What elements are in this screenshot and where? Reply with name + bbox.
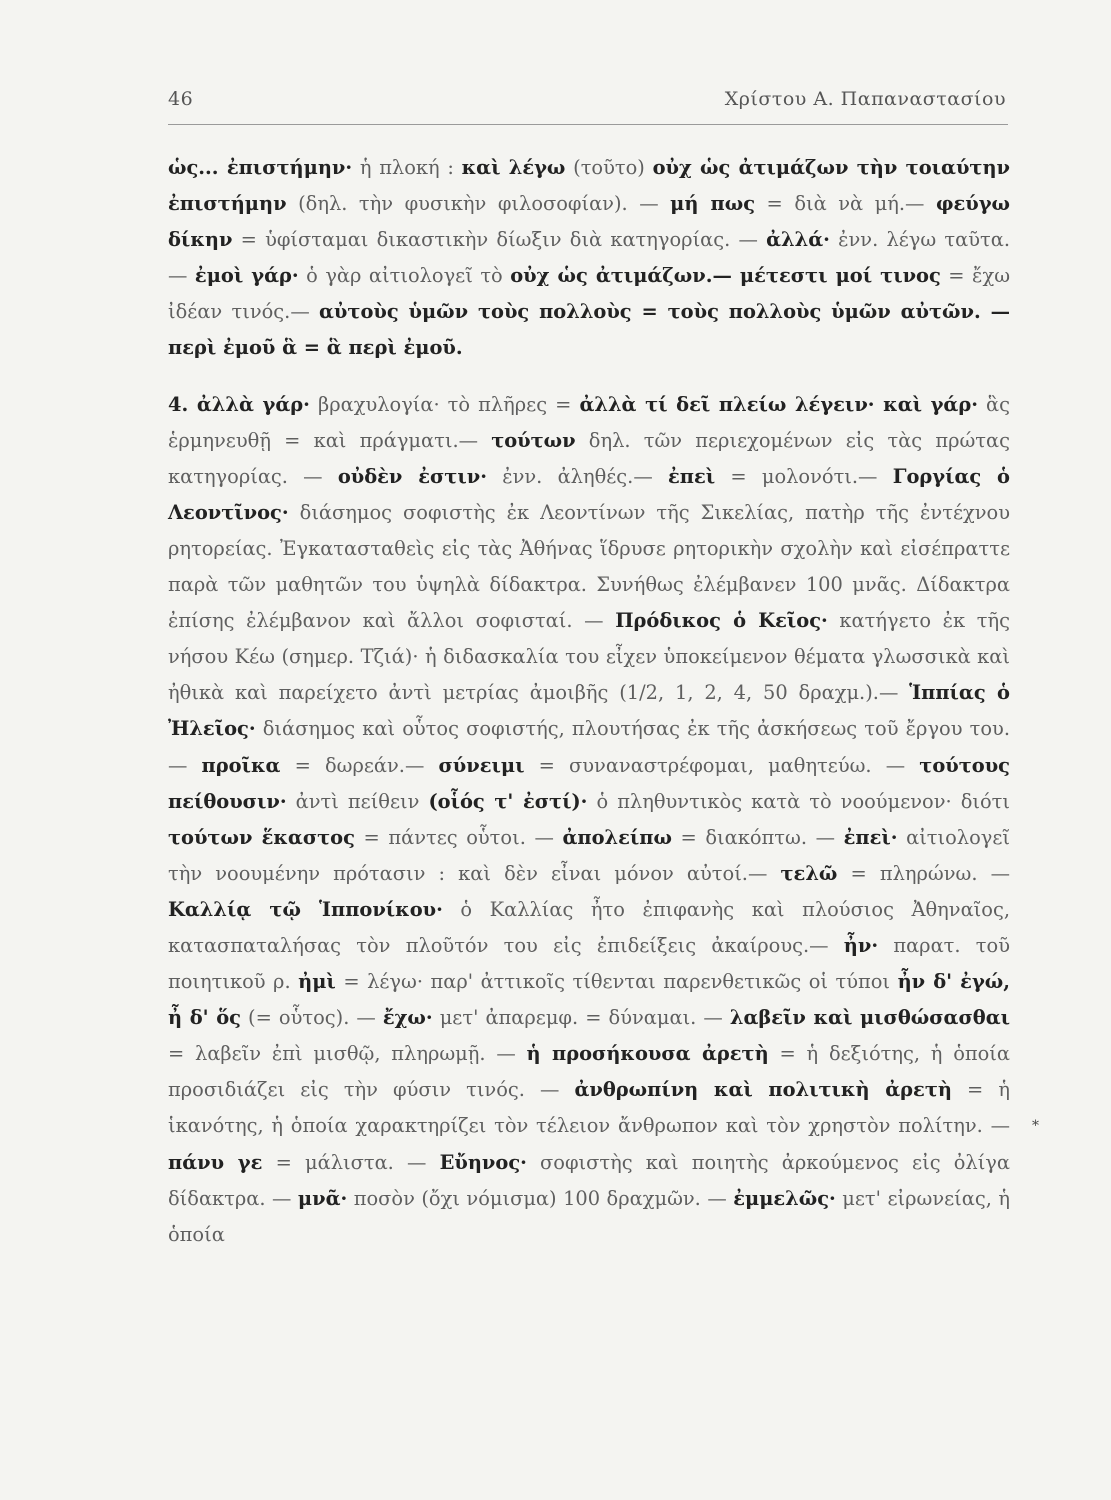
lemma: ἀλλὰ τί δεῖ πλείω λέγειν· καὶ γάρ· bbox=[579, 392, 978, 416]
running-title: Χρίστου Α. Παπαναστασίου bbox=[724, 88, 1006, 110]
gloss: (= οὗτος). — bbox=[241, 1006, 383, 1030]
lemma: ἐπεὶ bbox=[667, 464, 716, 488]
lemma: Πρόδικος ὁ Κεῖος· bbox=[615, 609, 828, 633]
gloss: = ἡ ἱκανότης, ἡ ὁποία χαρακτηρίζει τὸν τέλειον ἄνθρωπον καὶ τὸν χρηστὸν πολίτην. — bbox=[168, 1078, 1010, 1138]
lemma: ἔχω· bbox=[382, 1006, 433, 1030]
gloss: μετ' ἀπαρεμφ. = δύναμαι. — bbox=[432, 1006, 730, 1030]
gloss: = διακόπτω. — bbox=[671, 825, 844, 849]
gloss: = ὑφίσταμαι δικαστικὴν δίωξιν διὰ κατηγορίας. — bbox=[232, 228, 767, 252]
gloss: διάσημος σοφιστὴς ἐκ Λεοντίνων τῆς Σικελίας, πατὴρ τῆς ἐντέχνου ρητορείας. Ἐγκατασταθεὶς εἰς τὰς Ἀθήνας ἵδρυσε ρητορικὴν σχολὴν καὶ εἰσέπραττε παρὰ τῶν μαθητῶν του ὑψηλὰ δίδακτρα. Συνήθως ἐλέμβανεν 100 μνᾶς. Δίδακτρα ἐπίσης ἐλέμβανον καὶ ἄλλοι σοφισταί. — bbox=[168, 500, 1010, 633]
gloss: παρατ. τοῦ ποιητικοῦ ρ. bbox=[168, 933, 1010, 994]
gloss: μετ' εἰρωνείας, ἡ ὁποία bbox=[168, 1186, 1010, 1246]
gloss: ἀντὶ πείθειν bbox=[286, 789, 429, 813]
gloss: ὁ Καλλίας ἦτο ἐπιφανὴς καὶ πλούσιος Ἀθηναῖος, κατασπαταλήσας τὸν πλοῦτόν του εἰς ἐπιδείξεις ἀκαίρους.— bbox=[168, 897, 1010, 957]
lemma: Γοργίας ὁ Λεοντῖνος· bbox=[168, 464, 1010, 524]
lemma: Εὔηνος· bbox=[439, 1150, 527, 1174]
lemma: μή πως bbox=[670, 192, 756, 216]
gloss: = δωρεάν.— bbox=[280, 753, 439, 777]
lemma: καὶ λέγω bbox=[461, 156, 566, 179]
gloss: = λέγω· παρ' ἀττικοῖς τίθενται παρενθετικῶς οἱ τύποι bbox=[335, 970, 898, 994]
gloss: ὁ γὰρ αἰτιολογεῖ τὸ bbox=[298, 264, 511, 288]
gloss: = πάντες οὗτοι. — bbox=[354, 825, 563, 849]
gloss: διάσημος καὶ οὗτος σοφιστής, πλουτήσας ἐκ τῆς ἀσκήσεως τοῦ ἔργου του. — bbox=[168, 717, 1010, 777]
lemma: σύνειμι bbox=[438, 753, 525, 777]
lemma: ἐμμελῶς· bbox=[733, 1186, 836, 1210]
lemma: ἀνθρωπίνη καὶ πολιτικὴ ἀρετὴ bbox=[574, 1078, 952, 1102]
gloss: = ἔχω ἰδέαν τινός.— bbox=[168, 264, 1011, 324]
lemma: τούτων bbox=[491, 428, 576, 452]
gloss: = πληρώνω. — bbox=[837, 861, 1010, 885]
gloss: = μάλιστα. — bbox=[262, 1150, 440, 1174]
lemma: προῖκα bbox=[201, 753, 281, 777]
gloss: = ἡ δεξιότης, ἡ ὁποία προσιδιάζει εἰς τὴν φύσιν τινός. — bbox=[168, 1042, 1010, 1102]
page-header bbox=[168, 88, 1006, 120]
gloss: ἡ πλοκή : bbox=[352, 156, 462, 179]
lemma: Ἱππίας ὁ Ἠλεῖος· bbox=[168, 681, 1010, 741]
gloss: = μολονότι.— bbox=[715, 464, 893, 488]
margin-mark: * bbox=[1032, 1118, 1039, 1134]
page-number: 46 bbox=[168, 88, 194, 110]
gloss: σοφιστὴς καὶ ποιητὴς ἀρκούμενος εἰς ὀλίγα δίδακτρα. — bbox=[168, 1150, 1010, 1210]
gloss: κατήγετο ἐκ τῆς νήσου Κέω (σημερ. Τζιά)· ἡ διδασκαλία του εἶχεν ὑποκείμενον θέματα γλωσσικὰ καὶ ἠθικὰ καὶ παρείχετο ἀντὶ μετρίας ἀμοιβῆς (1/2, 1, 2, 4, 50 δραχμ.).— bbox=[168, 609, 1010, 705]
lemma: τούτων ἕκαστος bbox=[168, 825, 355, 849]
commentary-text bbox=[168, 150, 1010, 1253]
lemma: ἠμὶ bbox=[298, 970, 336, 994]
lemma: Καλλίᾳ τῷ Ἱππονίκου· bbox=[168, 897, 443, 921]
header-rule bbox=[168, 124, 1008, 125]
gloss: = διὰ νὰ μή.— bbox=[755, 192, 936, 216]
section-number: 4. bbox=[168, 392, 197, 416]
gloss: αἰτιολογεῖ τὴν νοουμένην πρότασιν : καὶ δὲν εἶναι μόνον αὐτοί.— bbox=[168, 825, 1011, 885]
gloss: = λαβεῖν ἐπὶ μισθῷ, πληρωμῇ. — bbox=[168, 1042, 527, 1066]
lemma: λαβεῖν καὶ μισθώσασθαι bbox=[729, 1006, 1011, 1030]
gloss: (τοῦτο) bbox=[565, 156, 653, 179]
gloss: ὁ πληθυντικὸς κατὰ τὸ νοούμενον· διότι bbox=[587, 789, 1010, 813]
lemma: ἡ προσήκουσα ἀρετὴ bbox=[526, 1042, 769, 1066]
lemma: οὐχ ὡς ἀτιμάζων τὴν τοιαύτην ἐπιστήμην bbox=[168, 156, 1010, 216]
lemma: πάνυ γε bbox=[168, 1150, 263, 1174]
gloss: = συναναστρέφομαι, μαθητεύω. — bbox=[524, 753, 920, 777]
gloss: (δηλ. τὴν φυσικὴν φιλοσοφίαν). — bbox=[286, 192, 671, 216]
lemma: οὐχ ὡς ἀτιμάζων.— μέτεστι μοί τινος bbox=[510, 264, 941, 288]
gloss: ἐνν. λέγω ταῦτα. — bbox=[168, 228, 1011, 288]
lemma: αὐτοὺς ὑμῶν τοὺς πολλοὺς = τοὺς πολλοὺς ὑμῶν αὐτῶν. — περὶ ἐμοῦ ἃ = ἃ περὶ ἐμοῦ. bbox=[168, 300, 1010, 360]
lemma: ἀλλὰ γάρ· bbox=[196, 392, 310, 416]
lemma: μνᾶ· bbox=[297, 1186, 348, 1210]
lemma: ἀλλά· bbox=[766, 228, 830, 252]
paragraph-2 bbox=[168, 387, 1010, 1253]
lemma: τούτους πείθουσιν· bbox=[168, 753, 1010, 813]
gloss: ποσὸν (ὄχι νόμισμα) 100 δραχμῶν. — bbox=[347, 1186, 734, 1210]
lemma: (οἷός τ' ἐστί)· bbox=[428, 789, 588, 813]
lemma: ὡς... ἐπιστήμην· bbox=[168, 156, 353, 179]
lemma: τελῶ bbox=[780, 861, 838, 885]
lemma: ἐμοὶ γάρ· bbox=[194, 264, 299, 288]
lemma: ἦν δ' ἐγώ, ἦ δ' ὅς bbox=[168, 970, 1010, 1030]
gloss: ἃς ἑρμηνευθῇ = καὶ πράγματι.— bbox=[168, 392, 1011, 452]
lemma: οὐδὲν ἐστιν· bbox=[337, 464, 487, 488]
lemma: φεύγω δίκην bbox=[168, 192, 1010, 252]
gloss: βραχυλογία· τὸ πλῆρες = bbox=[309, 392, 580, 416]
lemma: ἐπεὶ· bbox=[843, 825, 898, 849]
paragraph-1 bbox=[168, 150, 1010, 367]
lemma: ἦν· bbox=[843, 933, 879, 957]
gloss: δηλ. τῶν περιεχομένων εἰς τὰς πρώτας κατηγορίας. — bbox=[168, 428, 1010, 488]
gloss: ἐνν. ἀληθές.— bbox=[486, 464, 668, 488]
lemma: ἀπολείπω bbox=[562, 825, 672, 849]
